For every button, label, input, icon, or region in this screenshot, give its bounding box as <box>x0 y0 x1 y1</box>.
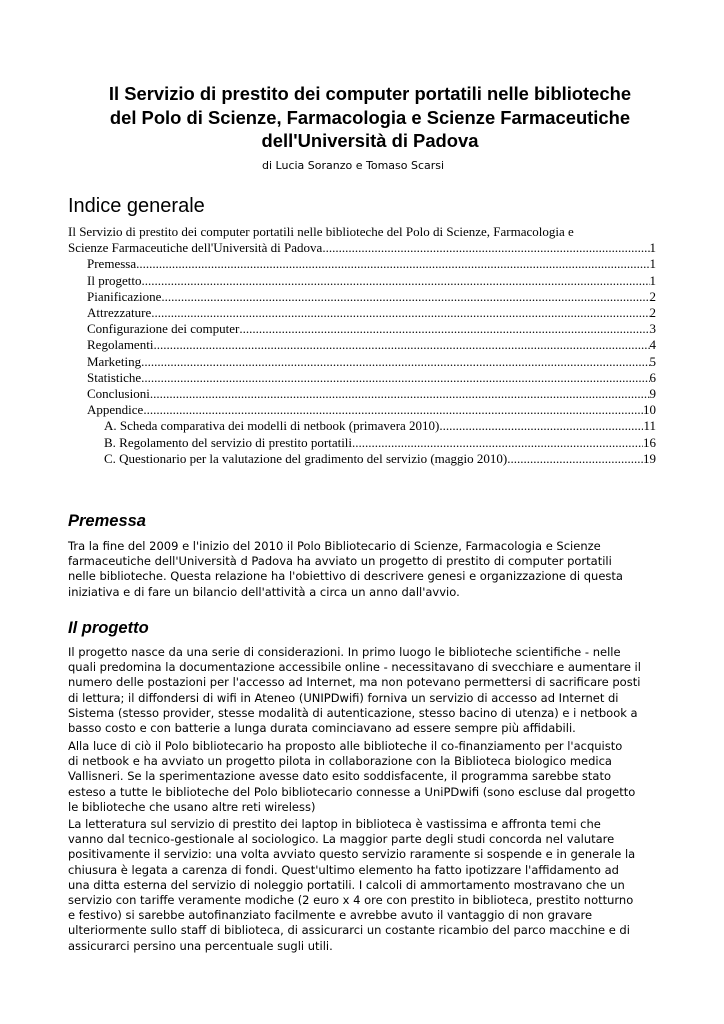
toc-entry-label: Marketing <box>87 353 142 369</box>
toc-entry-marketing[interactable] <box>68 354 656 370</box>
toc-entry-appendix-b[interactable] <box>68 435 656 451</box>
text-line: iniziativa e di fare un bilancio dell'attività a circa un anno dall'avvio. <box>68 584 460 599</box>
toc-entry-page: 3 <box>649 321 656 337</box>
toc-leader-dots <box>141 354 649 370</box>
toc-entry-label: Statistiche <box>87 369 142 385</box>
toc-entry-il-progetto[interactable] <box>68 273 656 289</box>
text-line: quali predomina la documentazione accessibile online - necessitavano di svecchiare e aumentare il <box>68 660 641 675</box>
text-line: di lettura; il diffondersi di wifi in Ateneo (UNIPDwifi) forniva un servizio di accesso ad Internet di <box>68 690 619 705</box>
toc-entry-main-title-line1[interactable]: Il Servizio di prestito dei computer portatili nelle biblioteche del Polo di Scienze, Farmacologia e <box>68 224 574 239</box>
toc-leader-dots <box>141 370 649 386</box>
authors-byline: di Lucia Soranzo e Tomaso Scarsi <box>262 159 445 172</box>
toc-entry-page: 1 <box>649 272 656 288</box>
text-line: chiusura è legata a carenza di fondi. Quest'ultimo elemento ha fatto ipotizzare l'affidamento ad <box>68 862 619 877</box>
toc-leader-dots <box>352 435 643 451</box>
toc-entry-label: Il progetto <box>87 272 142 288</box>
toc-entry-appendice[interactable] <box>68 402 656 418</box>
toc-entry-page: 19 <box>643 450 656 466</box>
text-line: Alla luce di ciò il Polo bibliotecario ha proposto alle biblioteche il co-finanziamento per l'acquisto <box>68 739 623 753</box>
toc-leader-dots <box>239 321 649 337</box>
toc-entry-page: 11 <box>643 418 656 434</box>
progetto-paragraph-3 <box>68 817 668 954</box>
toc-leader-dots <box>142 273 650 289</box>
toc-entry-configurazione[interactable] <box>68 321 656 337</box>
text-line: numero delle postazioni per l'accesso ad Internet, ma non potevano permettersi di sacrificare posti <box>68 675 641 690</box>
toc-entry-page: 6 <box>649 369 656 385</box>
toc-entry-page: 5 <box>649 353 656 369</box>
toc-leader-dots <box>439 418 643 434</box>
toc-entry-page: 10 <box>643 402 656 418</box>
text-line: le biblioteche che usano altre reti wireless) <box>68 799 316 814</box>
toc-entry-appendix-a[interactable] <box>68 418 656 434</box>
toc-entry-label: B. Regolamento del servizio di prestito portatili <box>104 434 353 450</box>
premessa-paragraph <box>68 539 668 600</box>
toc-leader-dots <box>151 305 649 321</box>
text-line: Tra la fine del 2009 e l'inizio del 2010 il Polo Bibliotecario di Scienze, Farmacologia e Scienze <box>68 539 601 553</box>
toc-leader-dots <box>161 289 649 305</box>
toc-entry-appendix-c[interactable] <box>68 451 656 467</box>
toc-entry-label: Regolamenti <box>87 337 154 353</box>
toc-leader-dots <box>153 337 649 353</box>
toc-entry-label: Scienze Farmaceutiche dell'Università di Padova <box>68 240 323 256</box>
title-line: Il Servizio di prestito dei computer portatili nelle biblioteche <box>108 83 632 104</box>
toc-leader-dots <box>136 256 649 272</box>
table-of-contents <box>68 224 656 467</box>
toc-entry-page: 4 <box>649 337 656 353</box>
section-heading-il-progetto: Il progetto <box>68 619 149 637</box>
toc-entry-main-title-line2[interactable] <box>68 240 656 256</box>
toc-leader-dots <box>150 386 650 402</box>
text-line: Il progetto nasce da una serie di considerazioni. In primo luogo le biblioteche scientifiche - nelle <box>68 645 621 659</box>
toc-entry-label: C. Questionario per la valutazione del gradimento del servizio (maggio 2010) <box>104 450 508 466</box>
toc-leader-dots <box>507 451 643 467</box>
toc-entry-label: A. Scheda comparativa dei modelli di netbook (primavera 2010) <box>104 418 440 434</box>
text-line: servizio con tariffe veramente modiche (2 euro x 4 ore con prestito in biblioteca, prestito notturno <box>68 893 634 908</box>
text-line: basso costo e con batterie a lunga durata cominciavano ad essere sempre più affidabili. <box>68 721 576 736</box>
text-line: nelle biblioteche. Questa relazione ha l'obiettivo di descrivere genesi e organizzazione di questa <box>68 569 623 584</box>
toc-entry-label: Appendice <box>87 402 144 418</box>
toc-entry-premessa[interactable] <box>68 256 656 272</box>
document-title <box>60 82 680 153</box>
text-line: assicurarci persino una percentuale sugli utili. <box>68 938 333 953</box>
toc-entry-page: 16 <box>643 434 656 450</box>
title-line: del Polo di Scienze, Farmacologia e Scienze Farmaceutiche <box>109 106 631 128</box>
text-line: Sistema (stesso provider, stesse modalità di autenticazione, stesso bacino di utenza) e i netbook a <box>68 705 638 720</box>
toc-entry-label: Attrezzature <box>87 305 152 321</box>
toc-heading: Indice generale <box>68 195 205 217</box>
toc-entry-statistiche[interactable] <box>68 370 656 386</box>
title-line: dell'Università di Padova <box>261 130 479 151</box>
toc-entry-regolamenti[interactable] <box>68 337 656 353</box>
text-line: Vallisneri. Se la sperimentazione avesse dato esito soddisfacente, il programma sarebbe stato <box>68 769 612 784</box>
toc-entry-label: Configurazione dei computer <box>87 321 240 337</box>
toc-entry-label: Pianificazione <box>87 288 162 304</box>
text-line: farmaceutiche dell'Università d Padova ha avviato un progetto di prestito di computer portatili <box>68 554 612 569</box>
text-line: vanno dal tecnico-gestionale al sociologico. La maggior parte degli studi concorda nel valutare <box>68 832 615 847</box>
toc-entry-label: Conclusioni <box>87 386 150 402</box>
toc-entry-page: 1 <box>649 240 656 256</box>
toc-entry-pianificazione[interactable] <box>68 289 656 305</box>
toc-entry-page: 2 <box>649 305 656 321</box>
toc-entry-page: 1 <box>649 256 656 272</box>
section-heading-premessa: Premessa <box>68 512 146 530</box>
toc-leader-dots <box>322 240 649 256</box>
toc-entry-attrezzature[interactable] <box>68 305 656 321</box>
text-line: esteso a tutte le biblioteche del Polo bibliotecario connesse a UniPDwifi (sono escluse dal progetto <box>68 784 636 799</box>
text-line: una ditta esterna del servizio di noleggio portatili. I calcoli di ammortamento mostravano che un <box>68 877 625 892</box>
toc-leader-dots <box>143 402 643 418</box>
toc-entry-label: Premessa <box>87 256 137 272</box>
toc-entry-page: 2 <box>649 288 656 304</box>
text-line: ulteriormente sullo staff di biblioteca, di assicurarci un costante ricambio del parco macchine e di <box>68 923 630 938</box>
text-line: La letteratura sul servizio di prestito dei laptop in biblioteca è vastissima e affronta temi che <box>68 817 601 831</box>
progetto-paragraph-1 <box>68 645 668 736</box>
progetto-paragraph-2 <box>68 739 668 815</box>
text-line: di netbook e ha avviato un progetto pilota in collaborazione con la Biblioteca biologico medica <box>68 754 612 769</box>
text-line: e festivo) si sarebbe autofinanziato facilmente e avrebbe avuto il vantaggio di non gravare <box>68 908 593 923</box>
toc-entry-page: 9 <box>649 386 656 402</box>
text-line: positivamente il servizio: una volta avviato questo servizio raramente si sospende e in generale la <box>68 847 636 862</box>
toc-entry-conclusioni[interactable] <box>68 386 656 402</box>
